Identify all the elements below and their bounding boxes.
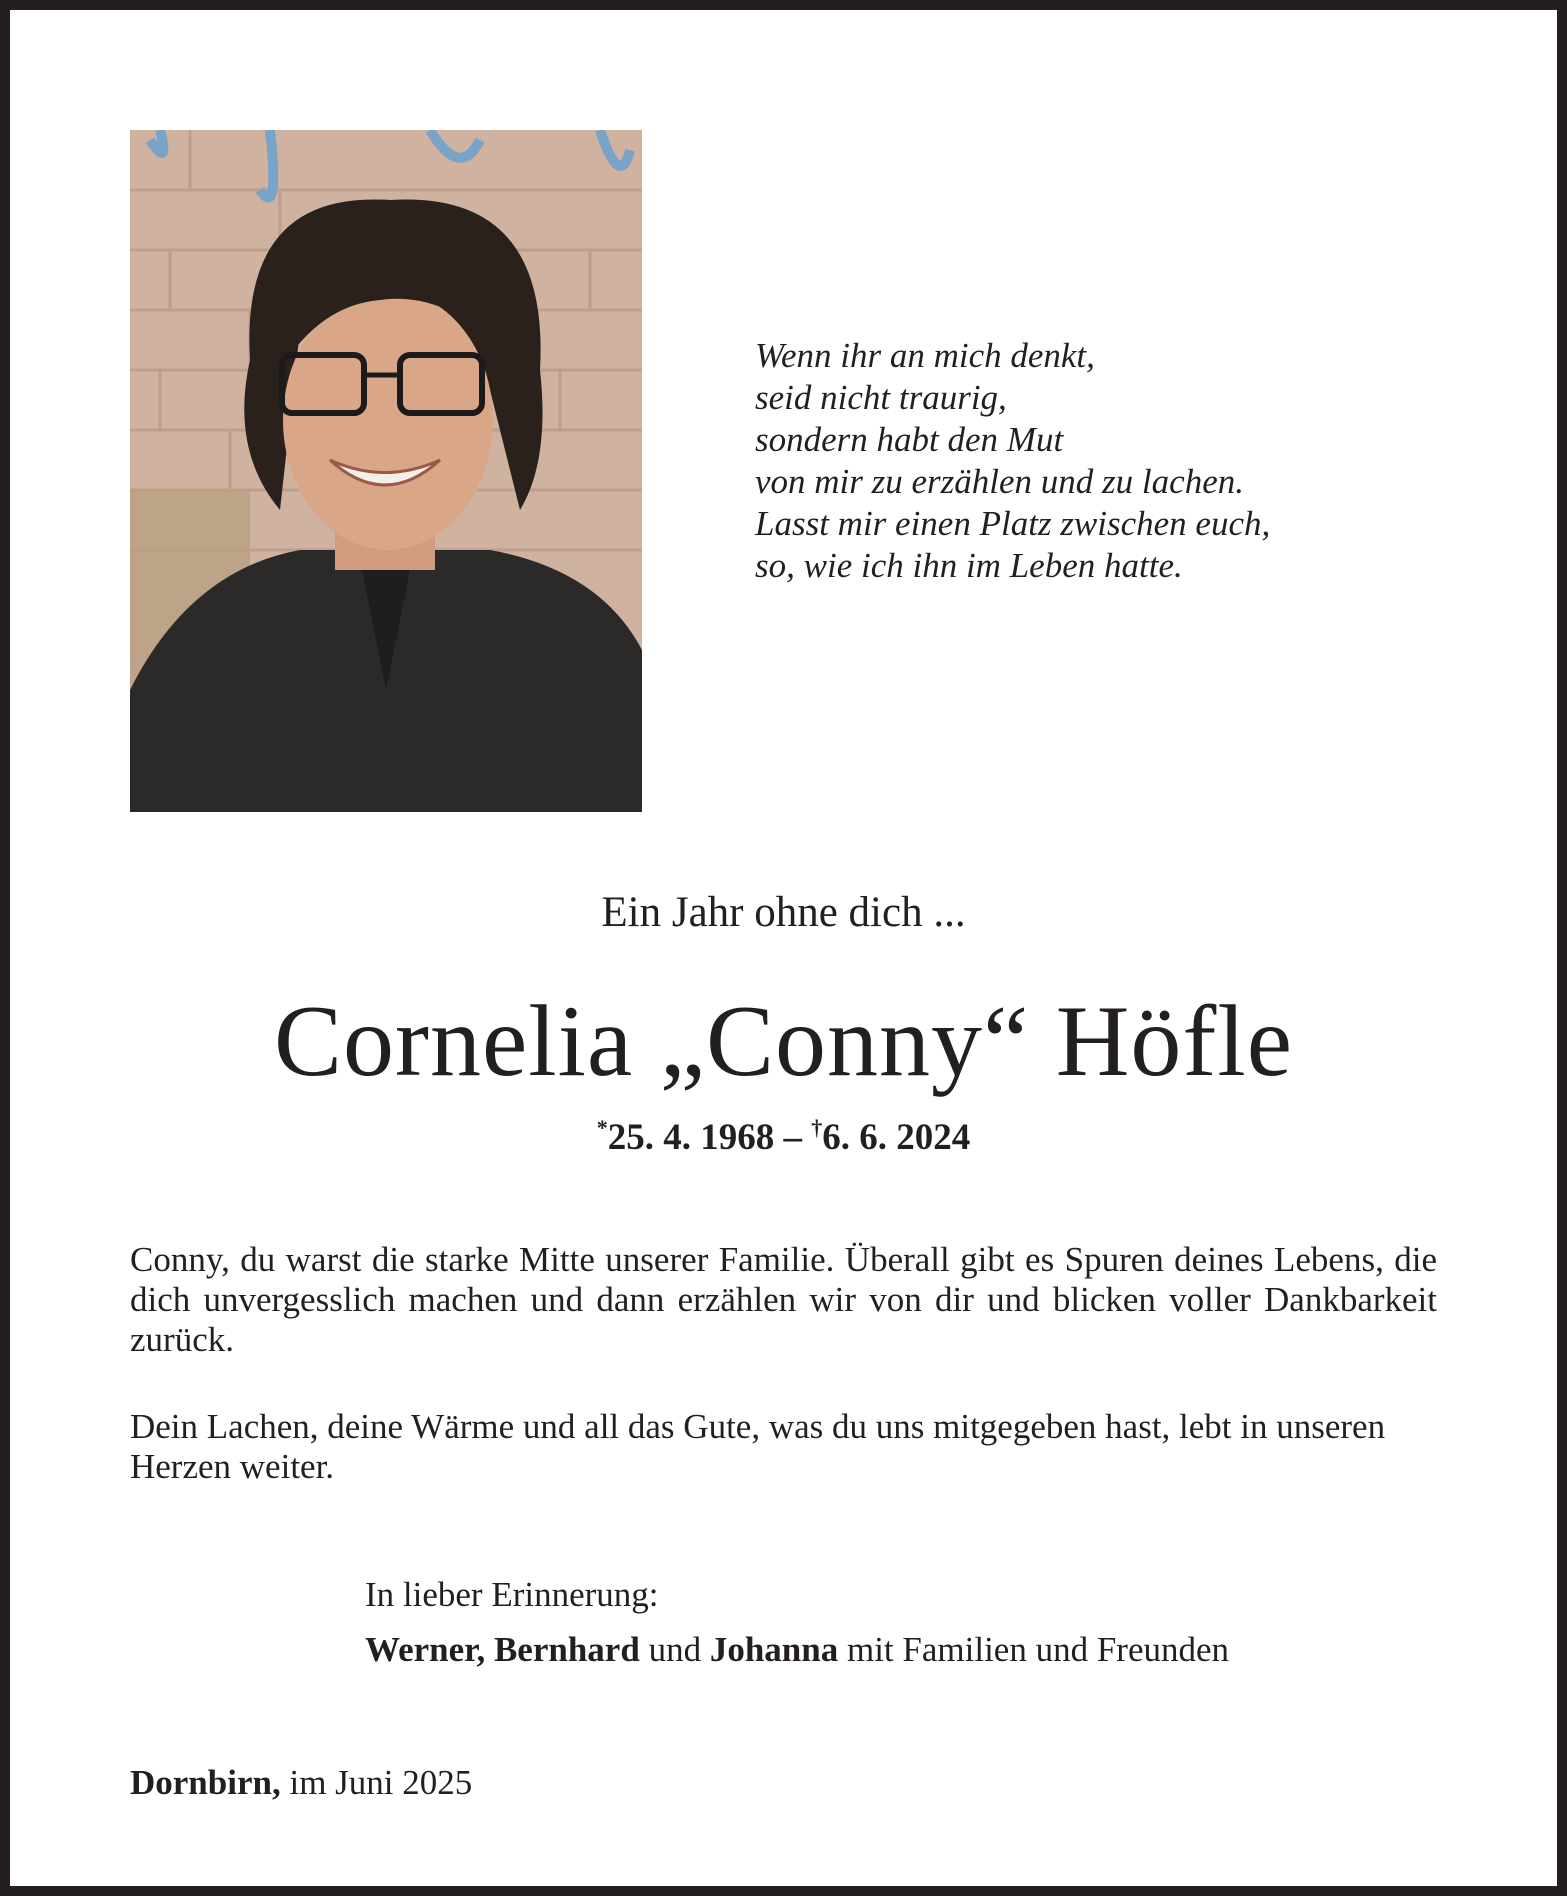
mourner-name: Johanna xyxy=(709,1630,839,1669)
birth-date: 25. 4. 1968 xyxy=(607,1117,775,1158)
tribute-paragraph: Dein Lachen, deine Wärme und all das Gute, was du uns mitgegeben hast, lebt in unseren Herzen weiter. xyxy=(130,1407,1386,1486)
poem-line: Wenn ihr an mich denkt, xyxy=(755,336,1095,375)
poem-line: seid nicht traurig, xyxy=(755,378,1007,417)
birth-symbol: * xyxy=(596,1115,608,1140)
mourners-rest: mit Familien und Freunden xyxy=(838,1630,1230,1669)
mourners-line xyxy=(365,1630,1465,1670)
poem xyxy=(755,335,1455,587)
death-date: 6. 6. 2024 xyxy=(822,1117,971,1158)
portrait-photo xyxy=(130,130,642,812)
life-dates xyxy=(0,1115,1567,1159)
intro-line: Ein Jahr ohne dich ... xyxy=(601,889,966,936)
place: Dornbirn, xyxy=(130,1763,281,1802)
poem-line: von mir zu erzählen und zu lachen. xyxy=(755,462,1244,501)
deceased-name: Cornelia „Conny“ Höfle xyxy=(273,985,1294,1098)
mourner-names: Werner, Bernhard xyxy=(365,1630,640,1669)
date: im Juni 2025 xyxy=(280,1763,473,1802)
poem-line: sondern habt den Mut xyxy=(755,420,1064,459)
mourners-conjunction: und xyxy=(639,1630,710,1669)
poem-line: so, wie ich ihn im Leben hatte. xyxy=(755,546,1183,585)
death-symbol: † xyxy=(811,1115,823,1140)
date-separator: – xyxy=(774,1117,812,1158)
tribute-paragraph: Conny, du warst die starke Mitte unserer Familie. Überall gibt es Spuren deines Lebens, die dich unvergesslich machen und dann erzählen wir von dir und blicken voller Dankbarkeit zurück. xyxy=(130,1240,1437,1359)
place-date xyxy=(130,1763,472,1803)
memory-heading: In lieber Erinnerung: xyxy=(365,1575,659,1614)
poem-line: Lasst mir einen Platz zwischen euch, xyxy=(755,504,1271,543)
portrait-photo-icon xyxy=(130,130,642,812)
